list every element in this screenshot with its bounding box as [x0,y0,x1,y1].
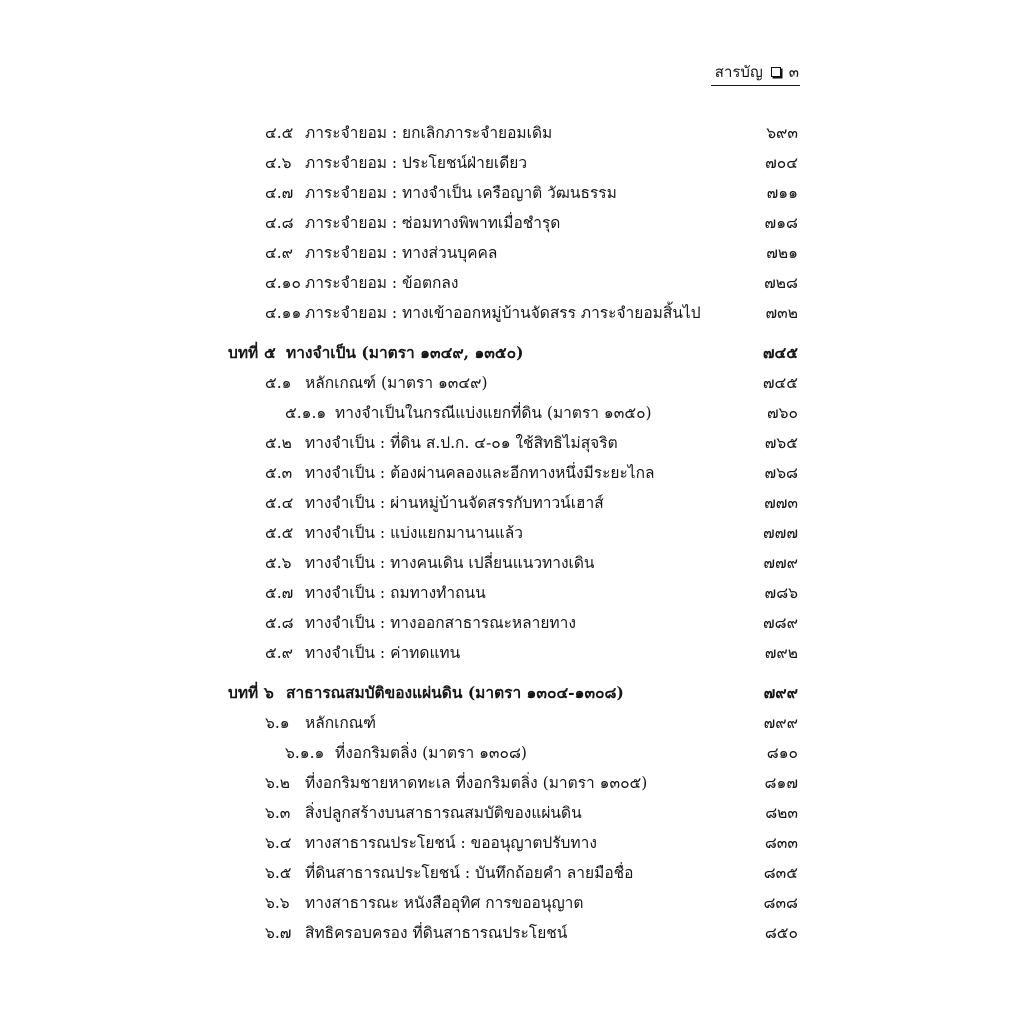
entry-title: ภาระจำยอม : ประโยชน์ฝ่ายเดียว [305,154,528,172]
toc-entry [0,118,1024,148]
section-number: ๔.๑๑ [265,304,302,322]
section-number: ๖.๔ [265,834,292,852]
page-number: ๘๑๐ [766,744,798,762]
section-number: ๕.๒ [265,434,292,452]
entry-title: ทางจำเป็น : ทางออกสาธารณะหลายทาง [305,614,576,632]
section-number: ๕.๙ [265,644,294,662]
subsection-number: ๕.๑.๑ [285,404,327,422]
entry-title: ทางจำเป็น : ถมทางทำถนน [305,584,486,602]
toc-entry [0,208,1024,238]
page-number: ๗๘๙ [763,614,798,632]
toc-entry [0,768,1024,798]
section-number: ๖.๖ [265,894,290,912]
page-number: ๗๗๗ [763,524,798,542]
section-number: ๖.๗ [265,924,292,942]
page-number: ๗๘๖ [764,584,798,602]
chapter-number: ๖ [264,683,274,702]
page-number: ๗๗๓ [764,494,798,512]
toc-entry [0,178,1024,208]
section-number: ๖.๕ [265,864,292,882]
section-number: ๖.๓ [265,804,291,822]
section-number: ๔.๘ [265,214,294,232]
entry-title: หลักเกณฑ์ [305,714,377,732]
page-number: ๗๒๘ [764,274,798,292]
section-number: ๖.๒ [265,774,290,792]
page-number: ๗๙๒ [764,644,798,662]
page-number: ๗๔๕ [762,343,798,362]
entry-title: ทางจำเป็น : ผ่านหมู่บ้านจัดสรรกับทาวน์เฮาส์ [305,494,604,512]
page-number: ๘๕๐ [764,924,798,942]
entry-title: ทางจำเป็น : ทางคนเดิน เปลี่ยนแนวทางเดิน [305,554,595,572]
toc-subentry [0,738,1024,768]
section-number: ๕.๑ [265,374,292,392]
entry-title: ที่งอกริมตลิ่ง (มาตรา ๑๓๐๘) [335,744,527,762]
toc-entry [0,828,1024,858]
toc-entry [0,428,1024,458]
entry-title: ภาระจำยอม : ทางเข้าออกหมู่บ้านจัดสรร ภาระจำยอมสิ้นไป [305,304,701,322]
toc-entry [0,458,1024,488]
page-number: ๘๒๓ [765,804,798,822]
entry-title: ทางสาธารณะ หนังสืออุทิศ การขออนุญาต [305,894,584,912]
page-number: ๗๔๕ [762,374,798,392]
entry-title: ภาระจำยอม : ทางส่วนบุคคล [305,244,498,262]
section-number: ๕.๕ [265,524,294,542]
entry-title: ภาระจำยอม : ข้อตกลง [305,274,459,292]
toc-entry [0,238,1024,268]
entry-title: ทางสาธารณประโยชน์ : ขออนุญาตปรับทาง [305,834,597,852]
page-number: ๘๓๕ [763,864,798,882]
page-number: ๖๙๓ [766,124,798,142]
page-number: ๗๖๐ [767,404,798,422]
entry-title: ภาระจำยอม : ทางจำเป็น เครือญาติ วัฒนธรรม [305,184,617,202]
chapter-label: บทที่ [228,683,259,702]
toc-entry [0,298,1024,328]
chapter-heading [0,338,1024,368]
section-number: ๔.๗ [265,184,294,202]
page-number: ๗๑๑ [766,184,798,202]
running-head-title: สารบัญ [714,63,763,81]
page-number: ๗๖๘ [764,464,798,482]
page-number: ๗๑๘ [764,214,798,232]
toc-entry [0,548,1024,578]
toc-entry [0,268,1024,298]
section-number: ๕.๗ [265,584,294,602]
page-number: ๗๗๙ [763,554,798,572]
toc-entry [0,518,1024,548]
section-number: ๔.๑๐ [265,274,301,292]
toc-entry [0,888,1024,918]
entry-title: สิ่งปลูกสร้างบนสาธารณสมบัติของแผ่นดิน [305,804,582,822]
entry-title: ทางจำเป็น : ต้องผ่านคลองและอีกทางหนึ่งมีระยะไกล [305,464,655,482]
entry-title: ภาระจำยอม : ซ่อมทางพิพาทเมื่อชำรุด [305,214,561,232]
page-number: ๗๐๔ [765,154,798,172]
entry-title: ทางจำเป็นในกรณีแบ่งแยกที่ดิน (มาตรา ๑๓๕๐) [335,404,652,422]
toc-entry [0,368,1024,398]
page-number: ๘๓๘ [763,894,798,912]
chapter-heading [0,678,1024,708]
section-number: ๔.๖ [265,154,292,172]
toc-entry [0,798,1024,828]
running-head-page-number: ๓ [788,63,799,81]
entry-title: ภาระจำยอม : ยกเลิกภาระจำยอมเดิม [305,124,553,142]
entry-title: ทางจำเป็น : แบ่งแยกมานานแล้ว [305,524,523,542]
section-number: ๕.๔ [265,494,294,512]
entry-title: สิทธิครอบครอง ที่ดินสาธารณประโยชน์ [305,924,568,942]
toc-entry [0,858,1024,888]
toc-entry [0,608,1024,638]
section-number: ๖.๑ [265,714,290,732]
chapter-number: ๕ [264,343,276,362]
entry-title: ที่ดินสาธารณประโยชน์ : บันทึกถ้อยคำ ลายมือชื่อ [305,864,634,882]
page-number: ๗๓๒ [765,304,798,322]
running-head [711,62,800,86]
page-number: ๗๖๕ [764,434,798,452]
section-number: ๕.๘ [265,614,294,632]
chapter-title: สาธารณสมบัติของแผ่นดิน (มาตรา ๑๓๐๔-๑๓๐๘) [286,683,624,702]
section-number: ๔.๙ [265,244,294,262]
chapter-label: บทที่ [228,343,259,362]
section-number: ๕.๓ [265,464,293,482]
page-number: ๗๙๙ [763,683,798,702]
page-number: ๗๒๑ [766,244,798,262]
entry-title: ที่งอกริมชายหาดทะเล ที่งอกริมตลิ่ง (มาตรา ๑๓๐๕) [305,774,648,792]
section-number: ๔.๕ [265,124,294,142]
entry-title: หลักเกณฑ์ (มาตรา ๑๓๔๙) [305,374,488,392]
toc-entry [0,708,1024,738]
toc-entry [0,578,1024,608]
page-number: ๘๑๗ [764,774,798,792]
subsection-number: ๖.๑.๑ [285,744,325,762]
toc-entry [0,148,1024,178]
square-bullet-icon [771,67,781,77]
toc-entry [0,638,1024,668]
page-number: ๘๓๓ [764,834,798,852]
table-of-contents [0,118,1024,948]
entry-title: ทางจำเป็น : ที่ดิน ส.ป.ก. ๔-๐๑ ใช้สิทธิไม่สุจริต [305,434,618,452]
chapter-title: ทางจำเป็น (มาตรา ๑๓๔๙, ๑๓๕๐) [286,343,524,362]
section-number: ๕.๖ [265,554,292,572]
toc-entry [0,918,1024,948]
entry-title: ทางจำเป็น : ค่าทดแทน [305,644,461,662]
toc-subentry [0,398,1024,428]
page-number: ๗๙๙ [763,714,798,732]
toc-entry [0,488,1024,518]
